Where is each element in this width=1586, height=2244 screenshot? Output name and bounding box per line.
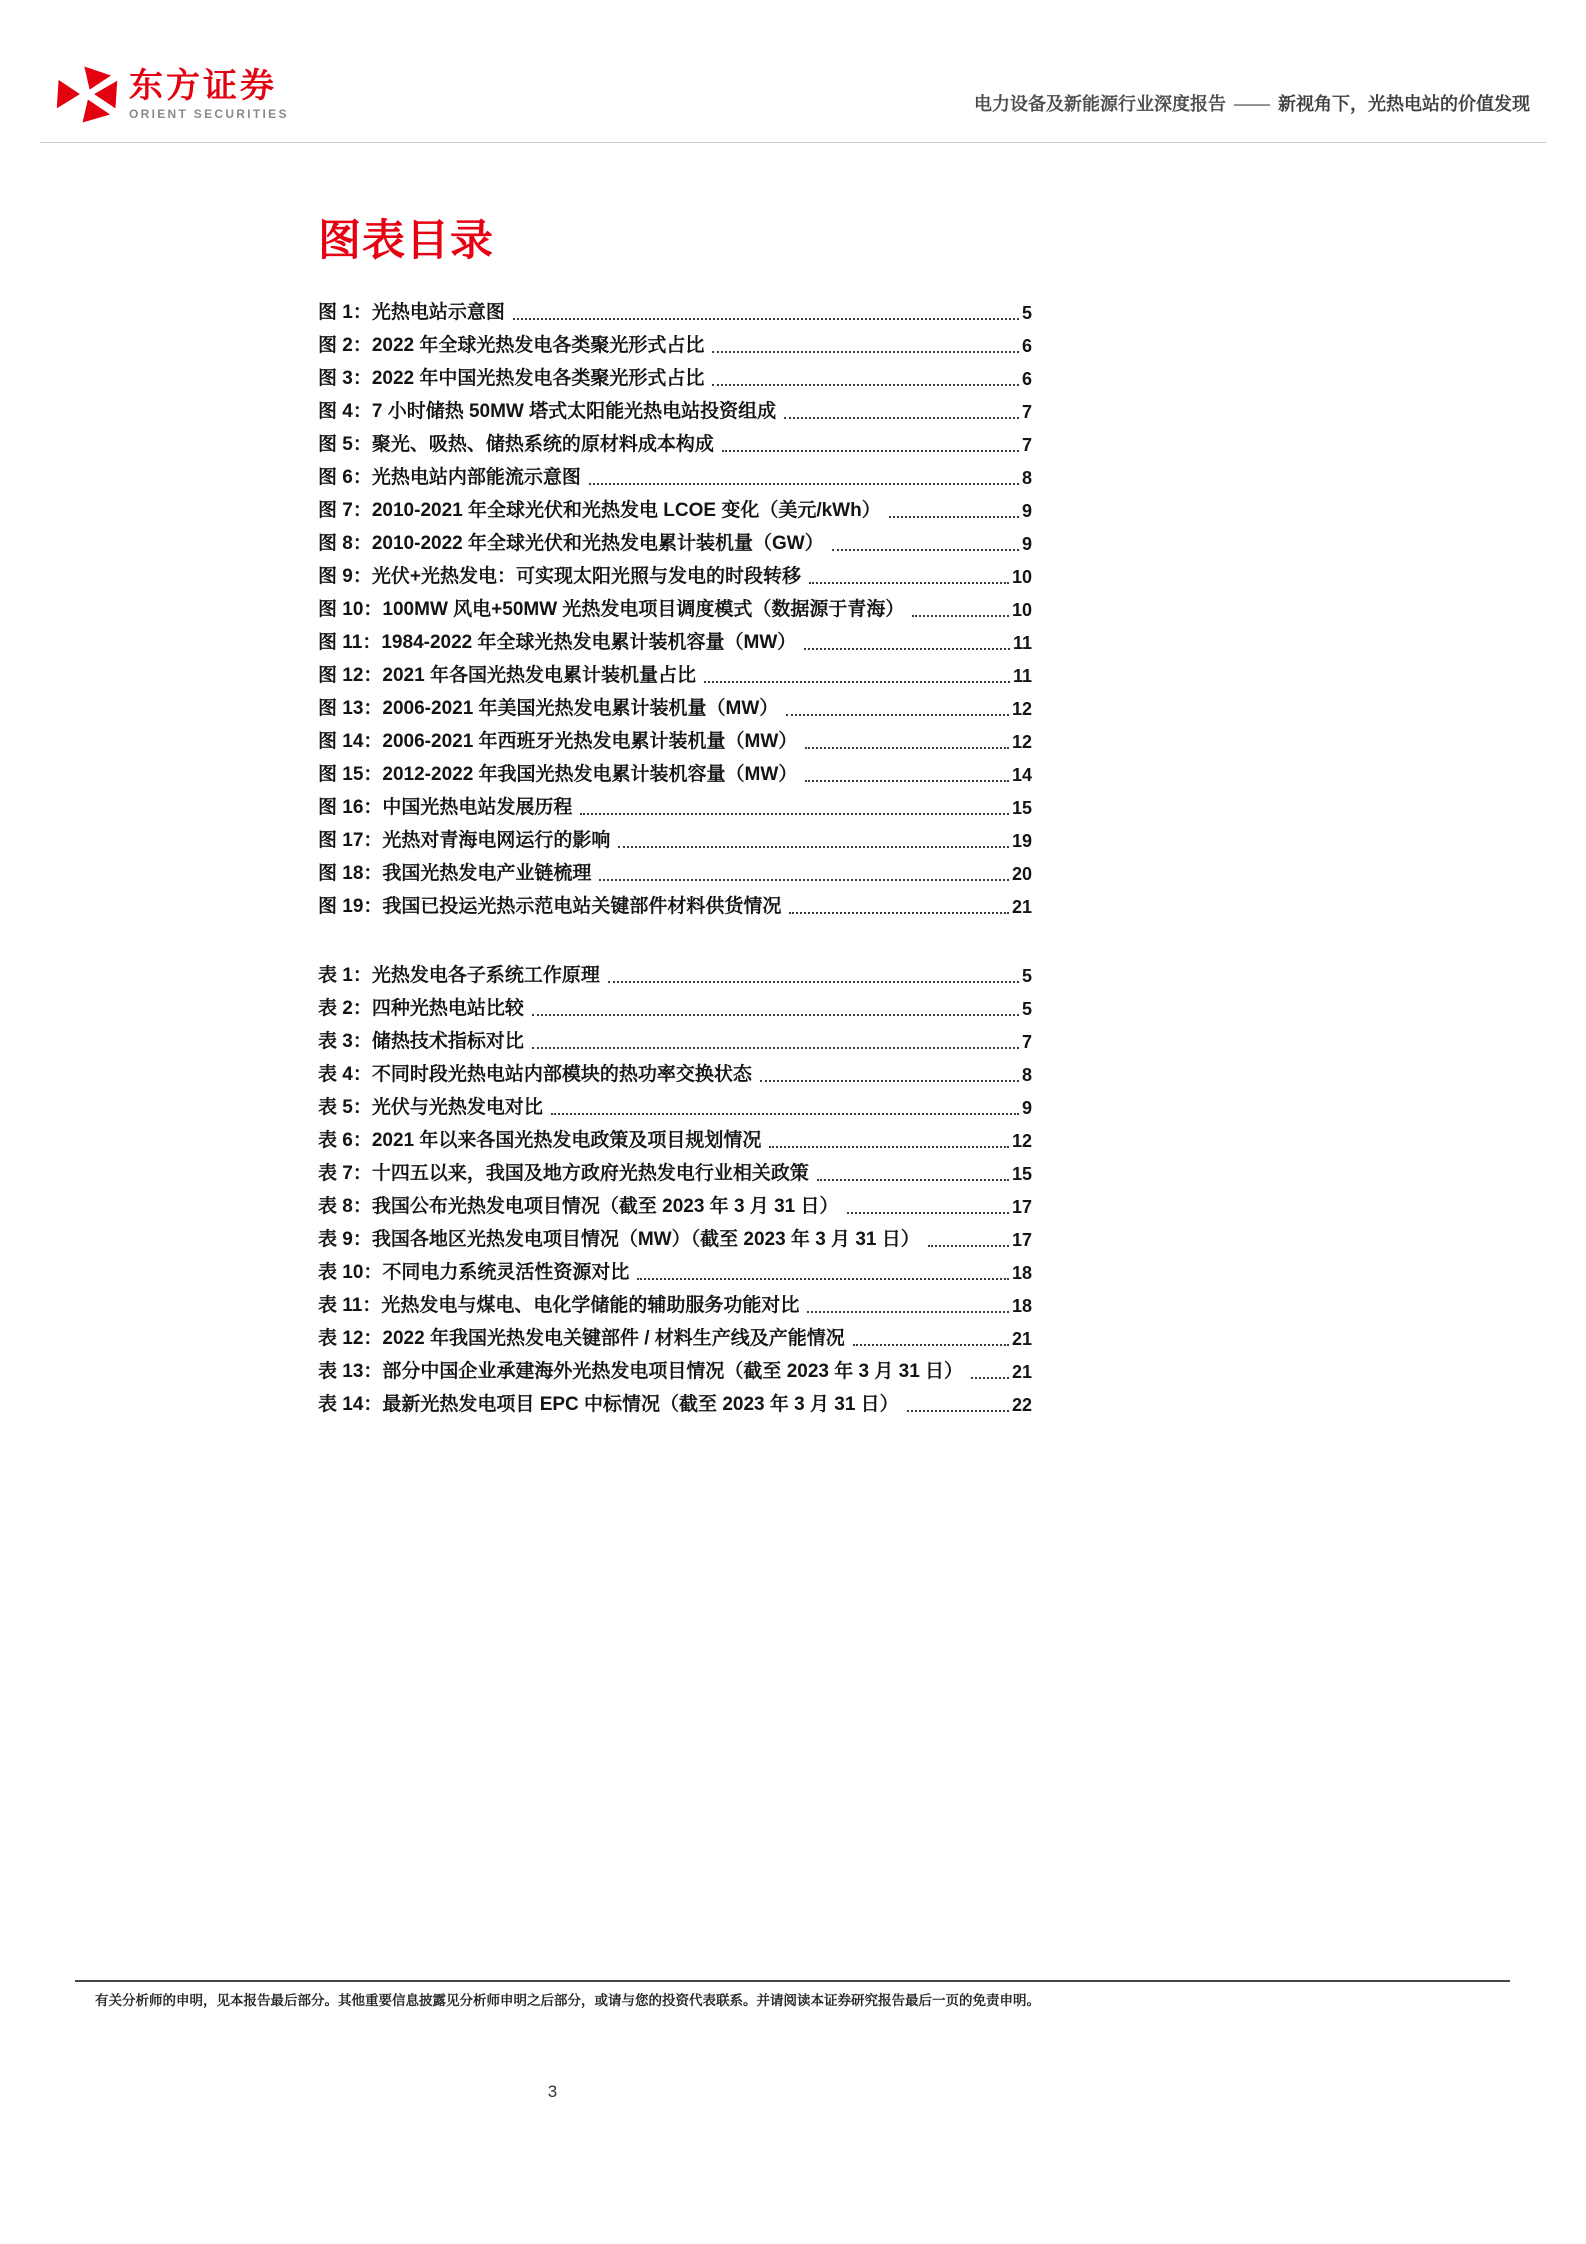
toc-entry [318, 424, 1032, 457]
table-toc-list [318, 955, 1032, 1417]
toc-entry-label: 表 8：我国公布光热发电项目情况（截至 2023 年 3 月 31 日） [318, 1196, 839, 1217]
toc-leader-dots [807, 1311, 1009, 1313]
toc-entry [318, 490, 1032, 523]
toc-entry-page: 10 [1011, 600, 1032, 620]
toc-entry [318, 292, 1032, 325]
toc-entry [318, 1186, 1032, 1219]
toc-entry-label: 图 2：2022 年全球光热发电各类聚光形式占比 [318, 335, 705, 356]
toc-entry-label: 图 16：中国光热电站发展历程 [318, 797, 573, 818]
toc-entry [318, 556, 1032, 589]
toc-entry [318, 787, 1032, 820]
toc-entry-label: 图 8：2010-2022 年全球光伏和光热发电累计装机量（GW） [318, 533, 824, 554]
toc-entry-label: 表 13：部分中国企业承建海外光热发电项目情况（截至 2023 年 3 月 31 日） [318, 1361, 964, 1382]
toc-entry-label: 图 3：2022 年中国光热发电各类聚光形式占比 [318, 368, 705, 389]
toc-entry-label: 图 6：光热电站内部能流示意图 [318, 467, 581, 488]
toc-leader-dots [889, 516, 1019, 518]
toc-entry-label: 表 7：十四五以来，我国及地方政府光热发电行业相关政策 [318, 1163, 809, 1184]
toc-leader-dots [805, 747, 1009, 749]
brand-name-cn: 东方证券 [129, 66, 277, 105]
toc-entry [318, 721, 1032, 754]
toc-entry [318, 754, 1032, 787]
toc-entry-label: 图 10：100MW 风电+50MW 光热发电项目调度模式（数据源于青海） [318, 599, 905, 620]
orient-securities-logo-icon [55, 66, 119, 124]
brand [55, 66, 289, 124]
toc-entry-page: 22 [1011, 1395, 1032, 1415]
toc-entry [318, 391, 1032, 424]
toc-entry [318, 1285, 1032, 1318]
toc-leader-dots [704, 681, 1010, 683]
toc-entry-label: 表 12：2022 年我国光热发电关键部件 / 材料生产线及产能情况 [318, 1328, 845, 1349]
header-dash: —— [1234, 94, 1270, 114]
toc-leader-dots [769, 1146, 1009, 1148]
toc-entry-page: 19 [1011, 831, 1032, 851]
toc-leader-dots [589, 483, 1019, 485]
toc-entry-page: 8 [1021, 468, 1032, 488]
toc-entry [318, 523, 1032, 556]
report-title: 新视角下，光热电站的价值发现 [1278, 94, 1530, 114]
toc-leader-dots [928, 1245, 1009, 1247]
toc-entry-page: 6 [1021, 369, 1032, 389]
toc-entry-page: 11 [1012, 666, 1032, 686]
page-number: 3 [547, 2082, 558, 2101]
toc-leader-dots [599, 879, 1009, 881]
toc-entry [318, 1351, 1032, 1384]
toc-entry [318, 853, 1032, 886]
footer-disclaimer: 有关分析师的申明，见本报告最后部分。其他重要信息披露见分析师申明之后部分，或请与您的投资代表联系。并请阅读本证券研究报告最后一页的免责申明。 [95, 1993, 1040, 2008]
toc-entry-page: 6 [1021, 336, 1032, 356]
toc-entry-page: 10 [1011, 567, 1032, 587]
toc-leader-dots [760, 1080, 1019, 1082]
toc-entry-page: 21 [1011, 1362, 1032, 1382]
toc-entry-page: 18 [1011, 1296, 1032, 1316]
toc-entry [318, 1021, 1032, 1054]
toc-entry-label: 表 9：我国各地区光热发电项目情况（MW）（截至 2023 年 3 月 31 日） [318, 1229, 920, 1250]
toc-entry-page: 5 [1021, 966, 1032, 986]
toc-entry-page: 17 [1011, 1230, 1032, 1250]
toc-leader-dots [907, 1410, 1009, 1412]
toc-entry-label: 图 14：2006-2021 年西班牙光热发电累计装机量（MW） [318, 731, 798, 752]
toc-leader-dots [580, 813, 1009, 815]
toc-entry-page: 15 [1011, 1164, 1032, 1184]
toc-leader-dots [847, 1212, 1009, 1214]
toc-leader-dots [712, 351, 1019, 353]
toc-entry-page: 18 [1011, 1263, 1032, 1283]
toc-entry [318, 655, 1032, 688]
brand-text [129, 66, 289, 122]
toc-entry-page: 17 [1011, 1197, 1032, 1217]
toc-entry-page: 12 [1011, 1131, 1032, 1151]
toc-leader-dots [608, 981, 1019, 983]
toc-entry [318, 358, 1032, 391]
toc-entry-page: 9 [1021, 534, 1032, 554]
toc-entry-label: 表 5：光伏与光热发电对比 [318, 1097, 543, 1118]
toc-entry-label: 表 3：储热技术指标对比 [318, 1031, 524, 1052]
toc-entry-label: 表 11：光热发电与煤电、电化学储能的辅助服务功能对比 [318, 1295, 800, 1316]
toc-leader-dots [786, 714, 1009, 716]
toc-entry-page: 5 [1021, 303, 1032, 323]
toc-entry-page: 15 [1011, 798, 1032, 818]
toc-entry-label: 表 2：四种光热电站比较 [318, 998, 524, 1019]
toc-entry [318, 1252, 1032, 1285]
toc-leader-dots [912, 615, 1009, 617]
toc-entry-page: 7 [1021, 402, 1032, 422]
toc-entry-label: 表 6：2021 年以来各国光热发电政策及项目规划情况 [318, 1130, 762, 1151]
toc-entry-page: 11 [1012, 633, 1032, 653]
toc-entry-label: 图 4：7 小时储热 50MW 塔式太阳能光热电站投资组成 [318, 401, 777, 422]
toc-leader-dots [532, 1014, 1019, 1016]
toc-title: 图表目录 [318, 217, 494, 265]
toc-entry-label: 表 1：光热发电各子系统工作原理 [318, 965, 600, 986]
toc-leader-dots [817, 1179, 1009, 1181]
toc-entry-label: 图 11：1984-2022 年全球光热发电累计装机容量（MW） [318, 632, 797, 653]
toc-entry-label: 图 1：光热电站示意图 [318, 302, 505, 323]
toc-entry-label: 图 7：2010-2021 年全球光伏和光热发电 LCOE 变化（美元/kWh） [318, 500, 881, 521]
toc-entry [318, 1087, 1032, 1120]
toc-leader-dots [853, 1344, 1009, 1346]
brand-name-en: ORIENT SECURITIES [129, 107, 289, 122]
header-divider [40, 142, 1546, 143]
toc-entry [318, 955, 1032, 988]
toc-entry [318, 589, 1032, 622]
report-series-label: 电力设备及新能源行业深度报告 [974, 94, 1226, 114]
toc-entry-label: 图 17：光热对青海电网运行的影响 [318, 830, 611, 851]
toc-leader-dots [532, 1047, 1019, 1049]
toc-entry-label: 图 9：光伏+光热发电：可实现太阳光照与发电的时段转移 [318, 566, 801, 587]
toc-entry [318, 1384, 1032, 1417]
footer-divider [75, 1980, 1510, 1982]
toc-leader-dots [712, 384, 1019, 386]
toc-entry-label: 表 4：不同时段光热电站内部模块的热功率交换状态 [318, 1064, 752, 1085]
toc-entry-page: 12 [1011, 732, 1032, 752]
toc-entry-page: 21 [1011, 1329, 1032, 1349]
toc-entry [318, 1120, 1032, 1153]
toc-entry-label: 图 18：我国光热发电产业链梳理 [318, 863, 592, 884]
toc-leader-dots [805, 780, 1009, 782]
toc-entry [318, 325, 1032, 358]
toc-entry [318, 457, 1032, 490]
toc-leader-dots [722, 450, 1019, 452]
toc-entry-page: 7 [1021, 435, 1032, 455]
toc-entry-page: 7 [1021, 1032, 1032, 1052]
toc-leader-dots [789, 912, 1009, 914]
toc-entry [318, 988, 1032, 1021]
toc-entry [318, 622, 1032, 655]
toc-leader-dots [513, 318, 1019, 320]
figure-toc-list [318, 292, 1032, 919]
toc-leader-dots [809, 582, 1009, 584]
toc-entry [318, 1318, 1032, 1351]
toc-entry [318, 820, 1032, 853]
toc-entry [318, 1054, 1032, 1087]
toc-leader-dots [551, 1113, 1019, 1115]
page-header [55, 66, 1530, 124]
toc-entry-label: 图 13：2006-2021 年美国光热发电累计装机量（MW） [318, 698, 779, 719]
toc-entry-page: 20 [1011, 864, 1032, 884]
toc-leader-dots [784, 417, 1019, 419]
toc-entry-label: 图 5：聚光、吸热、储热系统的原材料成本构成 [318, 434, 714, 455]
toc-entry [318, 1153, 1032, 1186]
toc-entry-page: 9 [1021, 1098, 1032, 1118]
toc-entry-label: 图 19：我国已投运光热示范电站关键部件材料供货情况 [318, 896, 782, 917]
toc-section [318, 216, 1032, 1417]
toc-entry [318, 886, 1032, 919]
toc-entry-label: 表 10：不同电力系统灵活性资源对比 [318, 1262, 630, 1283]
toc-entry-page: 5 [1021, 999, 1032, 1019]
toc-entry [318, 688, 1032, 721]
toc-leader-dots [637, 1278, 1009, 1280]
toc-entry [318, 1219, 1032, 1252]
toc-leader-dots [804, 648, 1010, 650]
report-header-line [974, 90, 1530, 116]
toc-entry-page: 21 [1011, 897, 1032, 917]
toc-entry-label: 表 14：最新光热发电项目 EPC 中标情况（截至 2023 年 3 月 31 日） [318, 1394, 899, 1415]
toc-entry-page: 12 [1011, 699, 1032, 719]
toc-entry-page: 8 [1021, 1065, 1032, 1085]
toc-entry-page: 9 [1021, 501, 1032, 521]
toc-entry-label: 图 15：2012-2022 年我国光热发电累计装机容量（MW） [318, 764, 798, 785]
toc-leader-dots [618, 846, 1009, 848]
toc-leader-dots [832, 549, 1019, 551]
toc-entry-page: 14 [1011, 765, 1032, 785]
toc-entry-label: 图 12：2021 年各国光热发电累计装机量占比 [318, 665, 696, 686]
toc-leader-dots [971, 1377, 1009, 1379]
